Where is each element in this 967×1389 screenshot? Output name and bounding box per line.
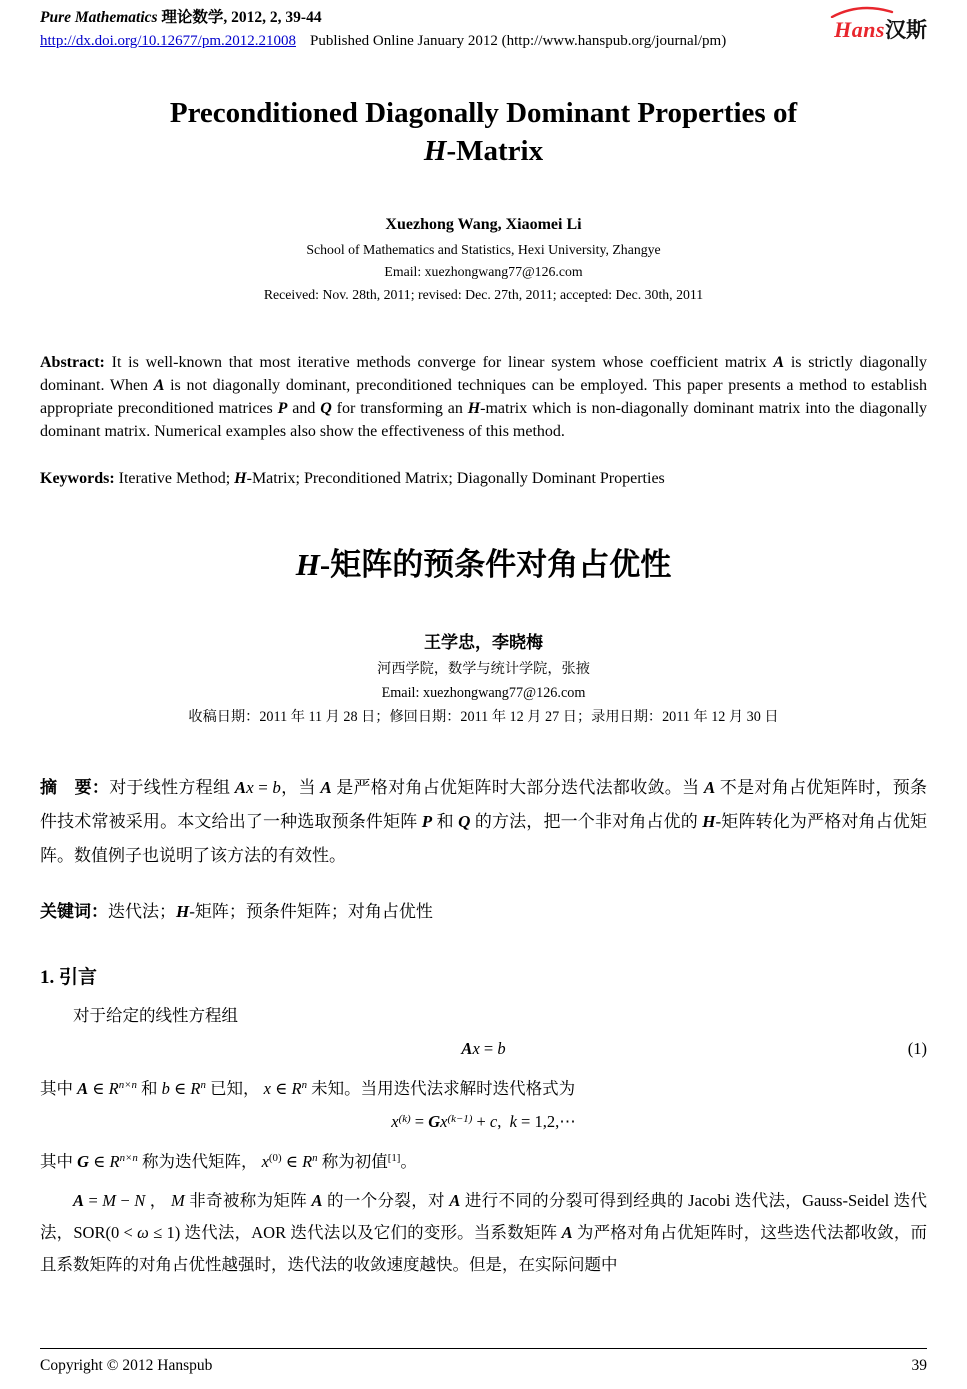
authors-cn-block	[40, 631, 927, 727]
abstract-cn: 摘 要：对于线性方程组 Ax = b，当 A 是严格对角占优矩阵时大部分迭代法都收敛。当 A 不是对角占优矩阵时，预条件技术常被采用。本文给出了一种选取预条件矩阵 P 和 Q 的方法，把一个非对角占优的 H-矩阵转化为严格对角占优矩阵。数值例子也说明了该方法的有效性。	[40, 778, 928, 866]
abstract-en: Abstract: It is well-known that most iterative methods converge for linear system whose coefficient matrix A is strictly diagonally dominant. When A is not diagonally dominant, preconditioned techniques can be employed. This paper presents a method to establish appropriate preconditioned matrices P and Q for transforming an H-matrix which is non-diagonally dominant matrix into the diagonally dominant matrix. Numerical examples also show the effectiveness of this method.	[40, 353, 928, 441]
equation-1-number: (1)	[907, 1039, 927, 1059]
paragraph-2: 其中 A ∈ $R^{n\times n}$ 和 b ∈ $R^n$ 已知， x ∈ $R^n$ 未知。当用迭代法求解时迭代格式为	[40, 1078, 576, 1098]
logo-text-cn: 汉斯	[885, 18, 927, 42]
keywords-cn: 关键词：迭代法；H-矩阵；预条件矩阵；对角占优性	[40, 902, 433, 922]
equation-1	[40, 1033, 927, 1064]
equation-1-body: Ax = b	[461, 1039, 506, 1059]
dates-en: Received: Nov. 28th, 2011; revised: Dec. 27th, 2011; accepted: Dec. 30th, 2011	[263, 287, 704, 302]
page-number: 39	[911, 1357, 927, 1374]
paper-title-cn: H-矩阵的预条件对角占优性	[295, 546, 672, 582]
copyright-text: Copyright © 2012 Hanspub	[40, 1357, 213, 1374]
author-names-en: Xuezhong Wang, Xiaomei Li	[385, 216, 582, 234]
paragraph-4: A = M − N ， M 非奇被称为矩阵 A 的一个分裂，对 A 进行不同的分裂可得到经典的 Jacobi 迭代法，Gauss-Seidel 迭代法，SOR(0 < ω ≤ 1) 迭代法，AOR 迭代法以及它们的变形。当系数矩阵 A 为严格对角占优矩阵时，这些迭代法都收敛，而且系数矩阵的对角占优性越强时，迭代法的收敛速度越快。但是，在实际问题中	[40, 1191, 927, 1274]
paragraph-intro: 对于给定的线性方程组	[73, 1005, 238, 1025]
equation-2-body: $x^{(k)} = Gx^{(k-1)} + c$, k = 1,2,⋯	[391, 1112, 576, 1132]
published-online-text: Published Online January 2012 (http://www.hanspub.org/journal/pm)	[309, 32, 727, 49]
paper-title-en	[40, 94, 927, 171]
logo-swoosh-icon	[830, 6, 894, 18]
affiliation-cn: 河西学院，数学与统计学院，张掖	[377, 660, 590, 677]
hanspub-logo	[834, 8, 927, 44]
page-footer	[40, 1348, 927, 1375]
affiliation-en: School of Mathematics and Statistics, Hexi University, Zhangye	[306, 241, 661, 257]
journal-info	[40, 8, 726, 50]
email-cn: Email: xuezhongwang77@126.com	[381, 684, 586, 701]
doi-link[interactable]: http://dx.doi.org/10.12677/pm.2012.21008	[40, 32, 296, 49]
title-en-line-1: Preconditioned Diagonally Dominant Properties of	[169, 96, 798, 129]
dates-cn: 收稿日期：2011 年 11 月 28 日；修回日期：2011 年 12 月 27 日；录用日期：2011 年 12 月 30 日	[188, 708, 779, 725]
page-header	[40, 8, 927, 50]
logo-text-hans: Hans	[834, 17, 885, 42]
email-en: Email: xuezhongwang77@126.com	[384, 264, 583, 280]
equation-2	[40, 1106, 927, 1137]
paragraph-3: 其中 G ∈ $R^{n\times n}$ 称为迭代矩阵， $x^{(0)}$ ∈ $R^n$ 称为初值[1]。	[40, 1151, 417, 1171]
section-1-heading: 1. 引言	[40, 967, 98, 989]
author-names-cn: 王学忠，李晓梅	[424, 632, 543, 652]
keywords-en: Keywords: Iterative Method; H-Matrix; Preconditioned Matrix; Diagonally Dominant Properties	[40, 470, 665, 488]
title-en-line-2: H-Matrix	[423, 135, 544, 168]
authors-en-block	[40, 214, 927, 304]
journal-title-line: Pure Mathematics 理论数学, 2012, 2, 39-44	[40, 9, 322, 26]
doi-line	[40, 33, 726, 50]
